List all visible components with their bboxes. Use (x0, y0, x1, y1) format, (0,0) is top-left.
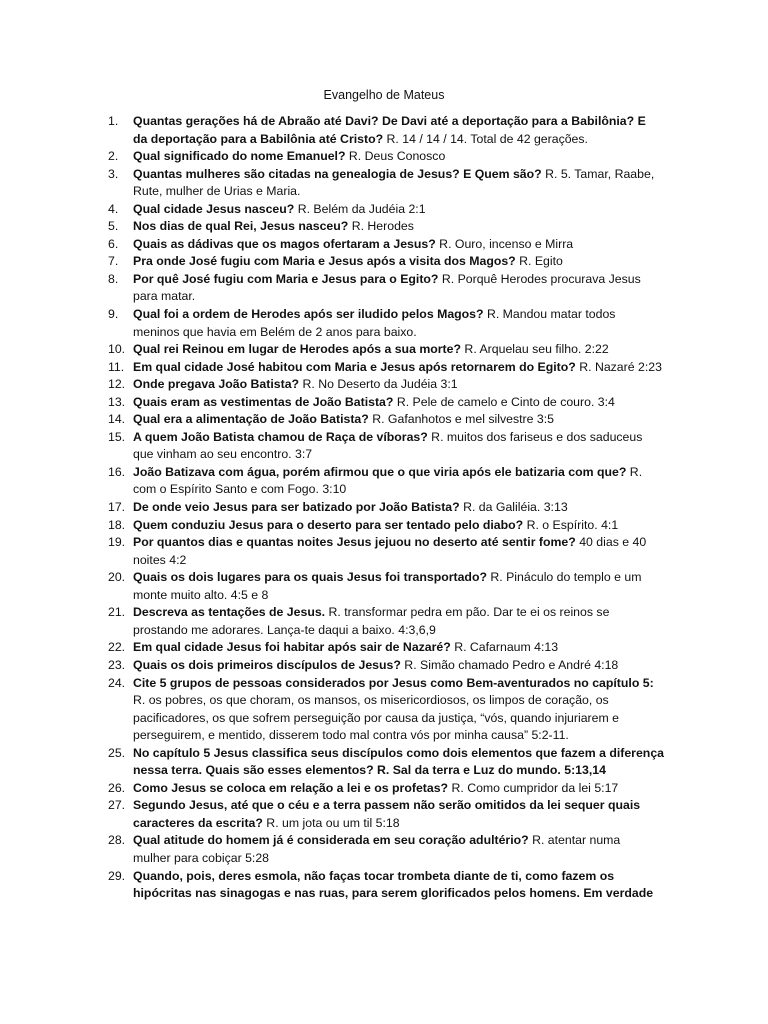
answer-text: R. Pináculo do templo e um (486, 570, 642, 585)
question-text: Quando, pois, deres esmola, não faças tocar trombeta diante de ti, como fazem os (133, 868, 615, 883)
answer-text: R. Como cumpridor da lei 5:17 (448, 780, 619, 795)
list-item (108, 780, 668, 798)
list-item (108, 429, 668, 464)
answer-text: R. Gafanhotos e mel silvestre 3:5 (368, 412, 555, 427)
question-line (133, 464, 668, 482)
answer-text: R. o Espírito. 4:1 (523, 517, 619, 532)
question-number: 24. (108, 675, 126, 690)
question-line (133, 517, 668, 535)
question-number: 14. (108, 412, 126, 427)
question-number: 16. (108, 464, 126, 479)
question-line (133, 131, 668, 149)
list-item (108, 218, 668, 236)
question-text: Qual atitude do homem já é considerada em seu coração adultério? (133, 833, 529, 848)
answer-text: meninos que havia em Belém de 2 anos para baixo. (133, 324, 417, 339)
list-item (108, 341, 668, 359)
list-item (108, 236, 668, 254)
answer-text: R. 5. Tamar, Raabe, (541, 166, 655, 181)
question-line (133, 657, 668, 675)
answer-text: R. Cafarnaum 4:13 (450, 640, 559, 655)
question-text: No capítulo 5 Jesus classifica seus discípulos como dois elementos que fazem a diferença (133, 745, 664, 760)
question-line (133, 780, 668, 798)
question-line (133, 587, 668, 605)
question-line (133, 324, 668, 342)
list-item (108, 868, 668, 903)
question-number: 5. (108, 219, 119, 234)
question-line (133, 552, 668, 570)
question-text: Qual foi a ordem de Herodes após ser iludido pelos Magos? (133, 307, 484, 322)
answer-text: R. transformar pedra em pão. Dar te ei os reinos se (325, 605, 610, 620)
answer-text: R. Deus Conosco (345, 149, 446, 164)
question-line (133, 727, 668, 745)
question-line (133, 376, 668, 394)
answer-text: mulher para cobiçar 5:28 (133, 850, 270, 865)
answer-text: noites 4:2 (133, 552, 187, 567)
list-item (108, 569, 668, 604)
question-line (133, 481, 668, 499)
list-item (108, 464, 668, 499)
question-line (133, 429, 668, 447)
answer-text: R. Ouro, incenso e Mirra (435, 236, 574, 251)
answer-text: R. atentar numa (528, 833, 621, 848)
list-item (108, 253, 668, 271)
answer-text: R. muitos dos fariseus e dos saduceus (427, 429, 643, 444)
question-text: Qual significado do nome Emanuel? (133, 149, 346, 164)
question-line (133, 411, 668, 429)
question-line (133, 236, 668, 254)
answer-text: para matar. (133, 289, 196, 304)
question-text: Nos dias de qual Rei, Jesus nasceu? (133, 219, 349, 234)
answer-text: pacificadores, os que sofrem perseguição por causa da justiça, “vós, quando injuriarem e (133, 710, 619, 725)
question-number: 6. (108, 236, 119, 251)
answer-text: R. Mandou matar todos (483, 307, 616, 322)
question-list (108, 113, 668, 903)
question-text: Qual era a alimentação de João Batista? (133, 412, 369, 427)
question-number: 13. (108, 394, 126, 409)
answer-text: R. (626, 464, 643, 479)
question-line (133, 604, 668, 622)
list-item (108, 657, 668, 675)
question-number: 2. (108, 149, 119, 164)
list-item (108, 745, 668, 780)
question-line (133, 622, 668, 640)
question-text: Segundo Jesus, até que o céu e a terra passem não serão omitidos da lei sequer quais (133, 798, 641, 813)
question-number: 21. (108, 605, 126, 620)
question-number: 3. (108, 166, 119, 181)
list-item (108, 166, 668, 201)
question-text: Quais os dois primeiros discípulos de Jesus? (133, 657, 401, 672)
question-number: 26. (108, 780, 126, 795)
answer-text: R. 14 / 14 / 14. Total de 42 gerações. (383, 131, 588, 146)
list-item (108, 499, 668, 517)
question-text: hipócritas nas sinagogas e nas ruas, para serem glorificados pelos homens. Em verdade (133, 886, 654, 901)
question-line (133, 885, 668, 903)
question-number: 27. (108, 798, 126, 813)
answer-text: R. Nazaré 2:23 (575, 359, 662, 374)
question-number: 29. (108, 868, 126, 883)
list-item (108, 306, 668, 341)
question-line (133, 148, 668, 166)
question-line (133, 166, 668, 184)
question-line (133, 394, 668, 412)
list-item (108, 201, 668, 219)
question-line (133, 288, 668, 306)
question-line (133, 675, 668, 693)
list-item (108, 411, 668, 429)
question-text: Como Jesus se coloca em relação a lei e os profetas? (133, 780, 449, 795)
question-number: 17. (108, 500, 126, 515)
question-line (133, 341, 668, 359)
question-line (133, 797, 668, 815)
answer-text: Rute, mulher de Urias e Maria. (133, 184, 301, 199)
list-item (108, 113, 668, 148)
answer-text: monte muito alto. 4:5 e 8 (133, 587, 269, 602)
question-line (133, 639, 668, 657)
question-number: 18. (108, 517, 126, 532)
question-text: Em qual cidade José habitou com Maria e Jesus após retornarem do Egito? (133, 359, 576, 374)
question-line (133, 271, 668, 289)
question-text: Onde pregava João Batista? (133, 377, 300, 392)
answer-text: R. Herodes (348, 219, 414, 234)
list-item (108, 148, 668, 166)
answer-text: R. Belém da Judéia 2:1 (294, 201, 426, 216)
question-line (133, 692, 668, 710)
question-text: nessa terra. Quais são esses elementos? R. Sal da terra e Luz do mundo. 5:13,14 (133, 763, 606, 778)
question-text: Quantas gerações há de Abraão até Davi? De Davi até a deportação para a Babilônia? E (133, 114, 646, 128)
question-text: Por quê José fugiu com Maria e Jesus para o Egito? (133, 271, 439, 286)
answer-text: R. os pobres, os que choram, os mansos, os misericordiosos, os limpos de coração, os (133, 693, 609, 708)
answer-text: perseguirem, e mentido, disserem todo mal contra vós por minha causa” 5:2-11. (133, 728, 569, 743)
question-text: Descreva as tentações de Jesus. (133, 605, 326, 620)
question-text: caracteres da escrita? (133, 815, 263, 830)
question-number: 23. (108, 657, 126, 672)
question-number: 8. (108, 271, 119, 286)
question-line (133, 183, 668, 201)
answer-text: R. Arquelau seu filho. 2:22 (461, 342, 609, 357)
list-item (108, 376, 668, 394)
question-line (133, 201, 668, 219)
list-item (108, 639, 668, 657)
question-text: da deportação para a Babilônia até Cristo? (133, 131, 384, 146)
list-item (108, 832, 668, 867)
list-item (108, 359, 668, 377)
question-text: Qual cidade Jesus nasceu? (133, 201, 295, 216)
question-text: Quais as dádivas que os magos ofertaram a Jesus? (133, 236, 436, 251)
question-text: Quais os dois lugares para os quais Jesus foi transportado? (133, 570, 487, 585)
answer-text: R. Egito (515, 254, 563, 269)
question-line (133, 446, 668, 464)
list-item (108, 271, 668, 306)
question-text: Cite 5 grupos de pessoas considerados por Jesus como Bem-aventurados no capítulo 5: (133, 675, 654, 690)
question-line (133, 762, 668, 780)
question-text: Em qual cidade Jesus foi habitar após sair de Nazaré? (133, 640, 451, 655)
answer-text: R. um jota ou um til 5:18 (262, 815, 400, 830)
question-number: 28. (108, 833, 126, 848)
question-number: 12. (108, 377, 126, 392)
answer-text: 40 dias e 40 (575, 535, 647, 550)
question-text: Quantas mulheres são citadas na genealogia de Jesus? E Quem são? (133, 166, 542, 181)
question-number: 11. (108, 359, 125, 374)
question-line (133, 113, 668, 131)
question-line (133, 832, 668, 850)
question-line (133, 499, 668, 517)
list-item (108, 797, 668, 832)
question-number: 22. (108, 640, 126, 655)
question-text: De onde veio Jesus para ser batizado por João Batista? (133, 500, 460, 515)
list-item (108, 534, 668, 569)
question-line (133, 218, 668, 236)
question-line (133, 534, 668, 552)
list-item (108, 517, 668, 535)
question-number: 7. (108, 254, 119, 269)
question-text: João Batizava com água, porém afirmou que o que viria após ele batizaria com que? (133, 464, 627, 479)
question-number: 9. (108, 307, 119, 322)
question-line (133, 359, 668, 377)
question-text: Pra onde José fugiu com Maria e Jesus após a visita dos Magos? (133, 254, 516, 269)
question-line (133, 710, 668, 728)
answer-text: R. Simão chamado Pedro e André 4:18 (400, 657, 619, 672)
answer-text: R. Porquê Herodes procurava Jesus (438, 271, 641, 286)
question-line (133, 745, 668, 763)
question-line (133, 569, 668, 587)
answer-text: R. No Deserto da Judéia 3:1 (299, 377, 458, 392)
answer-text: com o Espírito Santo e com Fogo. 3:10 (133, 482, 347, 497)
question-text: A quem João Batista chamou de Raça de víboras? (133, 429, 428, 444)
answer-text: R. Pele de camelo e Cinto de couro. 3:4 (393, 394, 615, 409)
answer-text: prostando me adorares. Lança-te daqui a baixo. 4:3,6,9 (133, 622, 436, 637)
question-line (133, 815, 668, 833)
question-text: Quem conduziu Jesus para o deserto para ser tentado pelo diabo? (133, 517, 524, 532)
question-number: 19. (108, 535, 126, 550)
answer-text: que vinham ao seu encontro. 3:7 (133, 447, 313, 462)
question-number: 25. (108, 745, 126, 760)
question-number: 15. (108, 429, 126, 444)
question-line (133, 253, 668, 271)
question-text: Por quantos dias e quantas noites Jesus jejuou no deserto até sentir fome? (133, 535, 576, 550)
question-text: Qual rei Reinou em lugar de Herodes após a sua morte? (133, 342, 462, 357)
question-text: Quais eram as vestimentas de João Batista? (133, 394, 394, 409)
question-line (133, 306, 668, 324)
list-item (108, 394, 668, 412)
question-number: 1. (108, 114, 119, 128)
answer-text: R. da Galiléia. 3:13 (459, 500, 568, 515)
question-number: 4. (108, 201, 119, 216)
list-item (108, 604, 668, 639)
list-item (108, 675, 668, 745)
question-number: 10. (108, 342, 126, 357)
question-line (133, 850, 668, 868)
question-number: 20. (108, 570, 126, 585)
page-title: Evangelho de Mateus (323, 88, 445, 102)
question-line (133, 868, 668, 886)
